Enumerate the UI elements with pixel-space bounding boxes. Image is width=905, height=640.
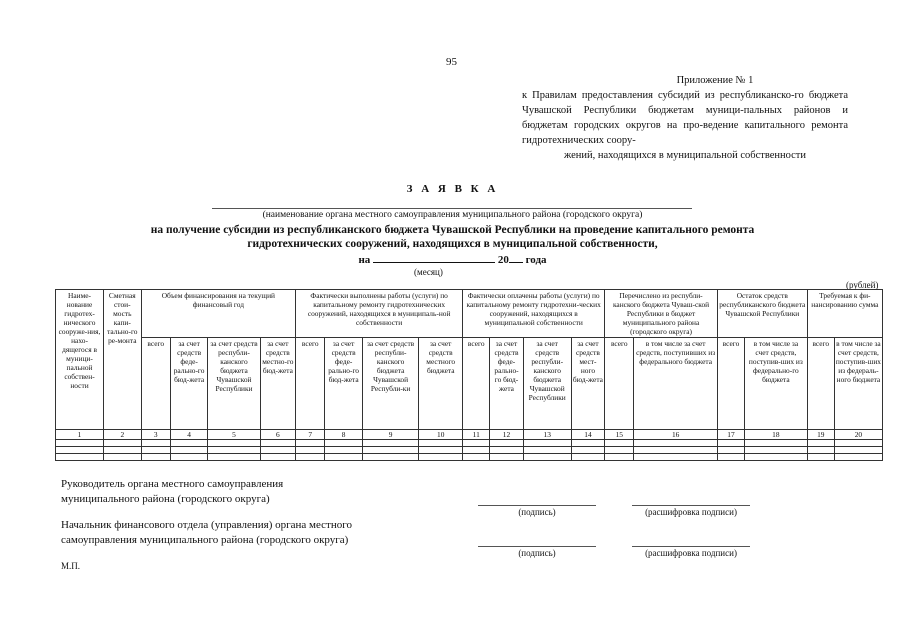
sub-total: всего — [717, 338, 744, 430]
table-row[interactable] — [56, 440, 883, 447]
group-required: Требуемая к фи-нансированию сумма — [807, 290, 882, 338]
appendix-last-line: жений, находящихся в муниципальной собственности — [563, 150, 807, 161]
appendix-block — [522, 73, 848, 163]
table-row[interactable] — [56, 454, 883, 461]
sub-local: за счет средств местно-го бюд-жета — [260, 338, 296, 430]
org-name-field[interactable] — [212, 208, 692, 209]
finance-signature-field[interactable] — [478, 546, 596, 547]
head-signature-field[interactable] — [478, 505, 596, 506]
period-year: 20 — [497, 254, 509, 266]
col-number: 18 — [745, 430, 808, 440]
sub-federal: за счет средств феде-рально-го бюд-жета — [325, 338, 363, 430]
sub-federal: за счет средств феде-рально-го бюд-жета — [170, 338, 208, 430]
stamp-place: М.П. — [61, 561, 81, 571]
head-signature-caption: (подпись) — [518, 507, 556, 517]
org-name-hint: (наименование органа местного самоуправления муниципального района (городского округа) — [262, 210, 643, 220]
col-number: 15 — [605, 430, 634, 440]
units-label: (рублей) — [846, 280, 879, 290]
col-number: 19 — [807, 430, 834, 440]
page-number: 95 — [446, 56, 457, 68]
finance-decode-field[interactable] — [632, 546, 750, 547]
col-estimate-cost: Сметная стои-мость капи-тально-го ре-монта — [104, 290, 142, 430]
sub-local: за счет средств местного бюджета — [419, 338, 463, 430]
finance-title-line-2: самоуправления муниципального района (городского округа) — [61, 534, 349, 546]
sub-total: всего — [141, 338, 170, 430]
sub-federal: за счет средств феде-рально-го бюд-жета — [490, 338, 523, 430]
appendix-title: Приложение № 1 — [676, 75, 754, 86]
head-signature-label — [61, 477, 283, 507]
col-number: 8 — [325, 430, 363, 440]
finance-title-line-1: Начальник финансового отдела (управления) органа местного — [61, 519, 352, 531]
finance-signature-caption: (подпись) — [518, 548, 556, 558]
subheader-row — [56, 338, 883, 430]
application-table — [55, 289, 883, 461]
sub-federal-balance: в том числе за счет средств, поступив-ших из федерально-го бюджета — [745, 338, 808, 430]
document-title: З А Я В К А — [406, 183, 499, 195]
col-number: 2 — [104, 430, 142, 440]
col-number: 3 — [141, 430, 170, 440]
period-prefix: на — [358, 254, 371, 266]
period-line — [0, 252, 905, 266]
col-number: 20 — [834, 430, 882, 440]
sub-republic: за счет средств республи-канского бюджета Чувашской Республики — [208, 338, 260, 430]
sub-federal-required: в том числе за счет средств, поступив-ших из федераль-ного бюджета — [834, 338, 882, 430]
sub-republic: за счет средств республи-канского бюджета Чувашской Республи-ки — [362, 338, 418, 430]
head-decode-field[interactable] — [632, 505, 750, 506]
header-row — [56, 290, 883, 338]
appendix-text: к Правилам предоставления субсидий из республиканско-го бюджета Чувашской Республики бюджетам муници-пальных районов и бюджетам городских округов на про-ведение капитального ремонта гидротехнических соору- — [522, 90, 848, 146]
sub-republic: за счет средств республи-канского бюджета Чувашской Республики — [523, 338, 571, 430]
finance-signature-label — [61, 518, 352, 548]
sub-local: за счет средств мест-ного бюд-жета — [571, 338, 604, 430]
col-number: 12 — [490, 430, 523, 440]
sub-total: всего — [463, 338, 490, 430]
column-numbers-row — [56, 430, 883, 440]
sub-total: всего — [807, 338, 834, 430]
col-number: 17 — [717, 430, 744, 440]
period-suffix: года — [525, 254, 547, 266]
group-works-paid: Фактически оплачены работы (услуги) по капитальному ремонту гидротехни-ческих сооружений, находящихся в муниципальной собственности — [463, 290, 605, 338]
month-field[interactable] — [373, 252, 495, 263]
head-title-line-1: Руководитель органа местного самоуправления — [61, 478, 284, 490]
sub-total: всего — [605, 338, 634, 430]
head-decode-caption: (расшифровка подписи) — [645, 507, 737, 517]
col-number: 7 — [296, 430, 325, 440]
sub-total: всего — [296, 338, 325, 430]
table-row[interactable] — [56, 447, 883, 454]
head-title-line-2: муниципального района (городского округа) — [61, 493, 270, 505]
col-number: 9 — [362, 430, 418, 440]
col-number: 4 — [170, 430, 208, 440]
finance-decode-caption: (расшифровка подписи) — [645, 548, 737, 558]
subtitle-line-1: на получение субсидии из республиканского бюджета Чувашской Республики на проведение капитального ремонта — [150, 224, 755, 236]
group-transferred: Перечислено из республи-канского бюджета Чуваш-ской Республики в бюджет муниципального района (городского округа) — [605, 290, 718, 338]
col-object-name: Наиме-нование гидротех-нического сооруже-ния, нахо-дящегося в муници-пальной собствен-ности — [56, 290, 104, 430]
col-number: 6 — [260, 430, 296, 440]
group-financing: Объем финансирования на текущий финансовый год — [141, 290, 296, 338]
col-number: 14 — [571, 430, 604, 440]
col-number: 13 — [523, 430, 571, 440]
col-number: 5 — [208, 430, 260, 440]
col-number: 11 — [463, 430, 490, 440]
group-balance: Остаток средств республиканского бюджета Чувашской Республики — [717, 290, 807, 338]
sub-federal-transfer: в том числе за счет средств, поступивших из федерального бюджета — [634, 338, 718, 430]
group-works-done: Фактически выполнены работы (услуги) по капитальному ремонту гидротехнических сооружений, находящихся в муниципаль-ной собственности — [296, 290, 463, 338]
col-number: 10 — [419, 430, 463, 440]
subtitle-line-2: гидротехнических сооружений, находящихся в муниципальной собственности, — [247, 238, 658, 250]
month-hint: (месяц) — [414, 267, 443, 277]
document-subtitle — [60, 223, 845, 251]
col-number: 1 — [56, 430, 104, 440]
col-number: 16 — [634, 430, 718, 440]
year-field[interactable] — [509, 252, 523, 263]
